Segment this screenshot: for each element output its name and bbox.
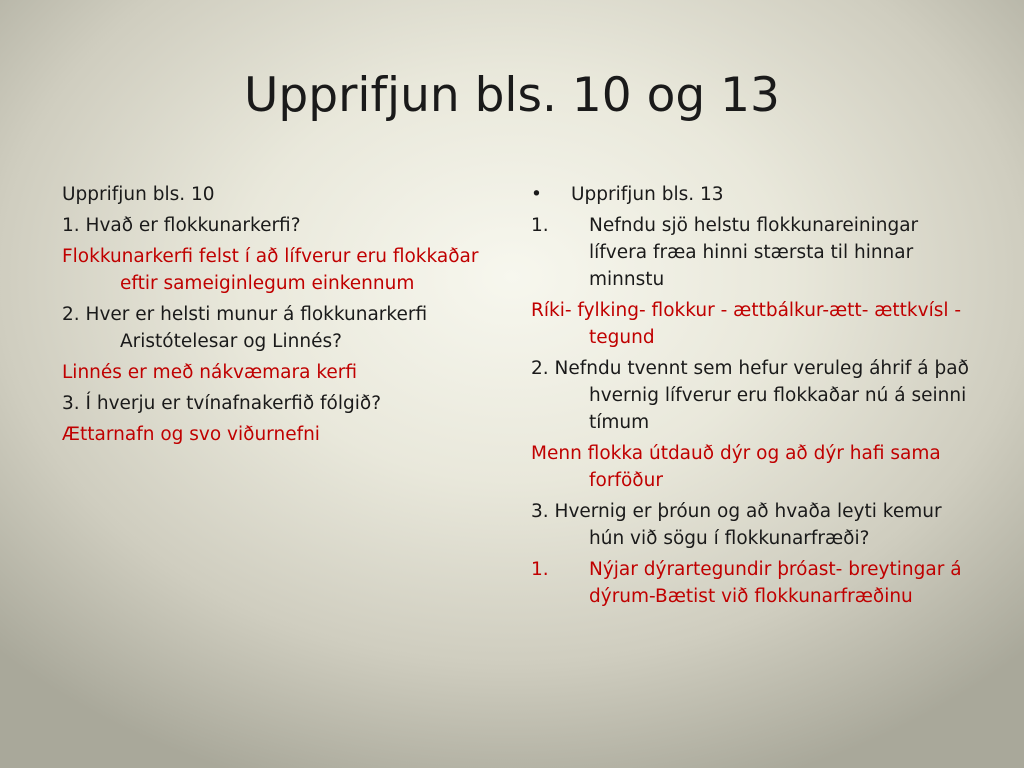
left-column: [62, 181, 502, 452]
right-question-1-text: Nefndu sjö helstu flokkunareiningar lífvera fræa hinni stærsta til hinnar minnstu: [589, 215, 919, 290]
right-answer-3: [531, 556, 969, 610]
question-2: 2. Hver er helsti munur á flokkunarkerfi Aristótelesar og Linnés?: [62, 304, 428, 352]
right-answer-2: Menn flokka útdauð dýr og að dýr hafi sama forföður: [531, 443, 941, 491]
bullet-marker: •: [531, 184, 542, 205]
answer-2: Linnés er með nákvæmara kerfi: [62, 362, 358, 383]
right-answer-1: Ríki- fylking- flokkur - ættbálkur-ætt- ættkvísl -tegund: [531, 300, 962, 348]
right-column: [531, 181, 969, 614]
answer-3: Ættarnafn og svo viðurnefni: [62, 424, 320, 445]
list-number: 1.: [531, 559, 549, 580]
right-question-3: 3. Hvernig er þróun og að hvaða leyti kemur hún við sögu í flokkunarfræði?: [531, 501, 942, 549]
slide-title: Upprifjun bls. 10 og 13: [244, 68, 780, 123]
left-heading: Upprifjun bls. 10: [62, 184, 215, 205]
question-3: 3. Í hverju er tvínafnakerfið fólgið?: [62, 393, 382, 414]
answer-1: Flokkunarkerfi felst í að lífverur eru flokkaðar eftir sameiginlegum einkennum: [62, 246, 479, 294]
right-heading: [531, 181, 969, 208]
right-answer-3-text: Nýjar dýrartegundir þróast- breytingar á dýrum-Bætist við flokkunarfræðinu: [589, 559, 962, 607]
right-heading-text: Upprifjun bls. 13: [571, 184, 724, 205]
right-question-2: 2. Nefndu tvennt sem hefur veruleg áhrif á það hvernig lífverur eru flokkaðar nú á seinni tímum: [531, 358, 969, 433]
right-question-1: [531, 212, 969, 293]
list-number: 1.: [531, 215, 549, 236]
question-1: 1. Hvað er flokkunarkerfi?: [62, 215, 301, 236]
